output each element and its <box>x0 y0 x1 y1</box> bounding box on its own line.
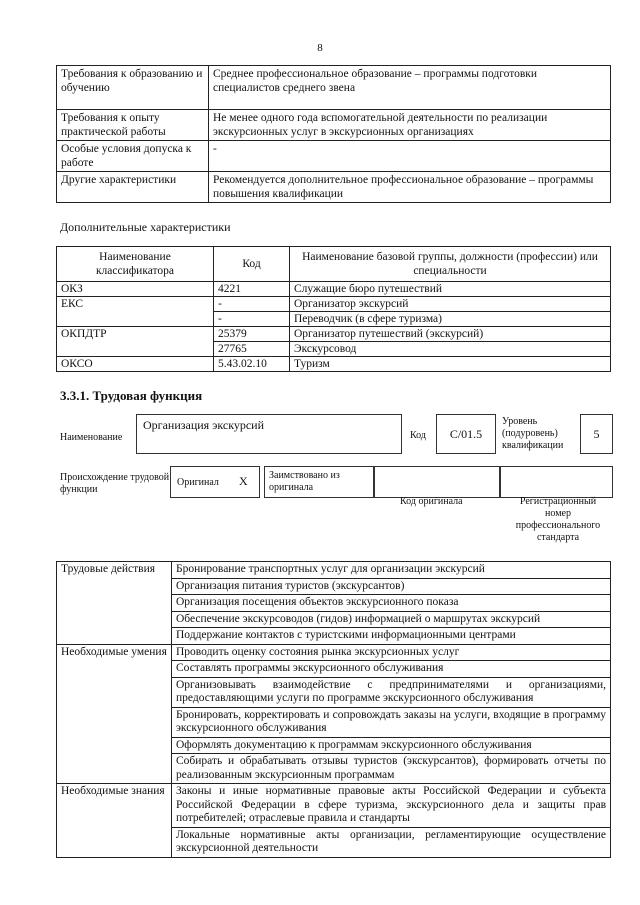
table-row <box>57 357 611 372</box>
classifiers-table <box>56 246 611 372</box>
cell-name: Туризм <box>290 357 611 372</box>
row-value: Рекомендуется дополнительное профессиональное образование – программы повышения квалификации <box>209 172 611 203</box>
skills-label: Необходимые умения <box>57 644 172 784</box>
original-box <box>170 466 260 498</box>
function-name-value: Организация экскурсий <box>143 418 265 432</box>
row-label: Другие характеристики <box>57 172 209 203</box>
code-value: С/01.5 <box>449 427 483 441</box>
table-row <box>57 784 611 828</box>
table-row <box>57 562 611 579</box>
code-original-label: Код оригинала <box>400 496 463 507</box>
header-code: Код <box>214 247 290 282</box>
skill-item: Организовывать взаимодействие с предпринимателями и организациями, предоставляющими услуги по программе экскурсионного обслуживания <box>172 677 611 707</box>
level-label: Уровень (подуровень) квалификации <box>502 416 564 451</box>
action-item: Бронирование транспортных услуг для организации экскурсий <box>172 562 611 579</box>
table-row <box>57 110 611 141</box>
cell-code: 25379 <box>214 327 290 342</box>
borrowed-label: Заимствовано из оригинала <box>269 470 340 493</box>
table-header <box>57 247 611 282</box>
cell-classifier: ОКСО <box>57 357 214 372</box>
cell-name: Организатор экскурсий <box>290 297 611 312</box>
row-value: - <box>209 141 611 172</box>
row-value: Не менее одного года вспомогательной деятельности по реализации экскурсионных услуг в экскурсионных организациях <box>209 110 611 141</box>
table-row <box>57 644 611 661</box>
function-heading: 3.3.1. Трудовая функция <box>60 388 203 403</box>
knowledge-item: Законы и иные нормативные правовые акты Российской Федерации и субъекта Российской Федерации в сфере туризма, экскурсионного дела и защиты прав потребителей; отраслевые правила и стандарты <box>172 784 611 828</box>
cell-name: Служащие бюро путешествий <box>290 282 611 297</box>
row-label: Требования к опыту практической работы <box>57 110 209 141</box>
cell-name: Экскурсовод <box>290 342 611 357</box>
page-number: 8 <box>317 42 323 54</box>
skill-item: Собирать и обрабатывать отзывы туристов (экскурсантов), формировать отчеты по реализованным экскурсионным программам <box>172 754 611 784</box>
row-value: Среднее профессиональное образование – программы подготовки специалистов среднего звена <box>209 66 611 110</box>
action-item: Организация питания туристов (экскурсантов) <box>172 578 611 595</box>
function-name-box <box>136 414 402 454</box>
cell-classifier: ЕКС <box>57 297 214 327</box>
cell-code: 5.43.02.10 <box>214 357 290 372</box>
cell-name: Переводчик (в сфере туризма) <box>290 312 611 327</box>
skill-item: Составлять программы экскурсионного обслуживания <box>172 661 611 678</box>
table-row <box>57 66 611 110</box>
code-box <box>436 414 496 454</box>
knowledge-item: Локальные нормативные акты организации, регламентирующие осуществление экскурсионной деятельности <box>172 827 611 857</box>
additional-title: Дополнительные характеристики <box>60 220 231 234</box>
origin-label: Происхождение трудовой функции <box>60 472 170 495</box>
requirements-table <box>56 65 611 203</box>
table-row <box>57 141 611 172</box>
original-mark: X <box>239 474 248 488</box>
table-row <box>57 172 611 203</box>
cell-classifier: ОКЗ <box>57 282 214 297</box>
original-label: Оригинал <box>177 477 219 488</box>
cell-code: 27765 <box>214 342 290 357</box>
cell-name: Организатор путешествий (экскурсий) <box>290 327 611 342</box>
cell-classifier: ОКПДТР <box>57 327 214 357</box>
header-classifier: Наименование классификатора <box>57 247 214 282</box>
action-item: Организация посещения объектов экскурсионного показа <box>172 595 611 612</box>
skill-item: Бронировать, корректировать и сопровождать заказы на услуги, входящие в программу экскурсионного обслуживания <box>172 707 611 737</box>
table-row <box>57 297 611 312</box>
code-original-box <box>374 466 500 498</box>
cell-code: - <box>214 312 290 327</box>
skill-item: Проводить оценку состояния рынка экскурсионных услуг <box>172 644 611 661</box>
row-label: Особые условия допуска к работе <box>57 141 209 172</box>
knowledge-label: Необходимые знания <box>57 784 172 858</box>
level-value: 5 <box>593 427 600 441</box>
reg-number-label: Регистрационный номер профессионального стандарта <box>515 496 601 543</box>
cell-code: - <box>214 297 290 312</box>
table-row <box>57 282 611 297</box>
action-item: Обеспечение экскурсоводов (гидов) информацией о маршрутах экскурсий <box>172 611 611 628</box>
row-label: Требования к образованию и обучению <box>57 66 209 110</box>
actions-label: Трудовые действия <box>57 562 172 645</box>
skill-item: Оформлять документацию к программам экскурсионного обслуживания <box>172 737 611 754</box>
level-box <box>580 414 613 454</box>
code-label: Код <box>410 430 426 441</box>
cell-code: 4221 <box>214 282 290 297</box>
action-item: Поддержание контактов с туристскими информационными центрами <box>172 628 611 645</box>
header-name: Наименование базовой группы, должности (профессии) или специальности <box>290 247 611 282</box>
borrowed-box <box>264 466 374 498</box>
table-row <box>57 327 611 342</box>
name-label: Наименование <box>60 432 123 443</box>
function-details-table <box>56 561 611 858</box>
reg-number-box <box>500 466 613 498</box>
